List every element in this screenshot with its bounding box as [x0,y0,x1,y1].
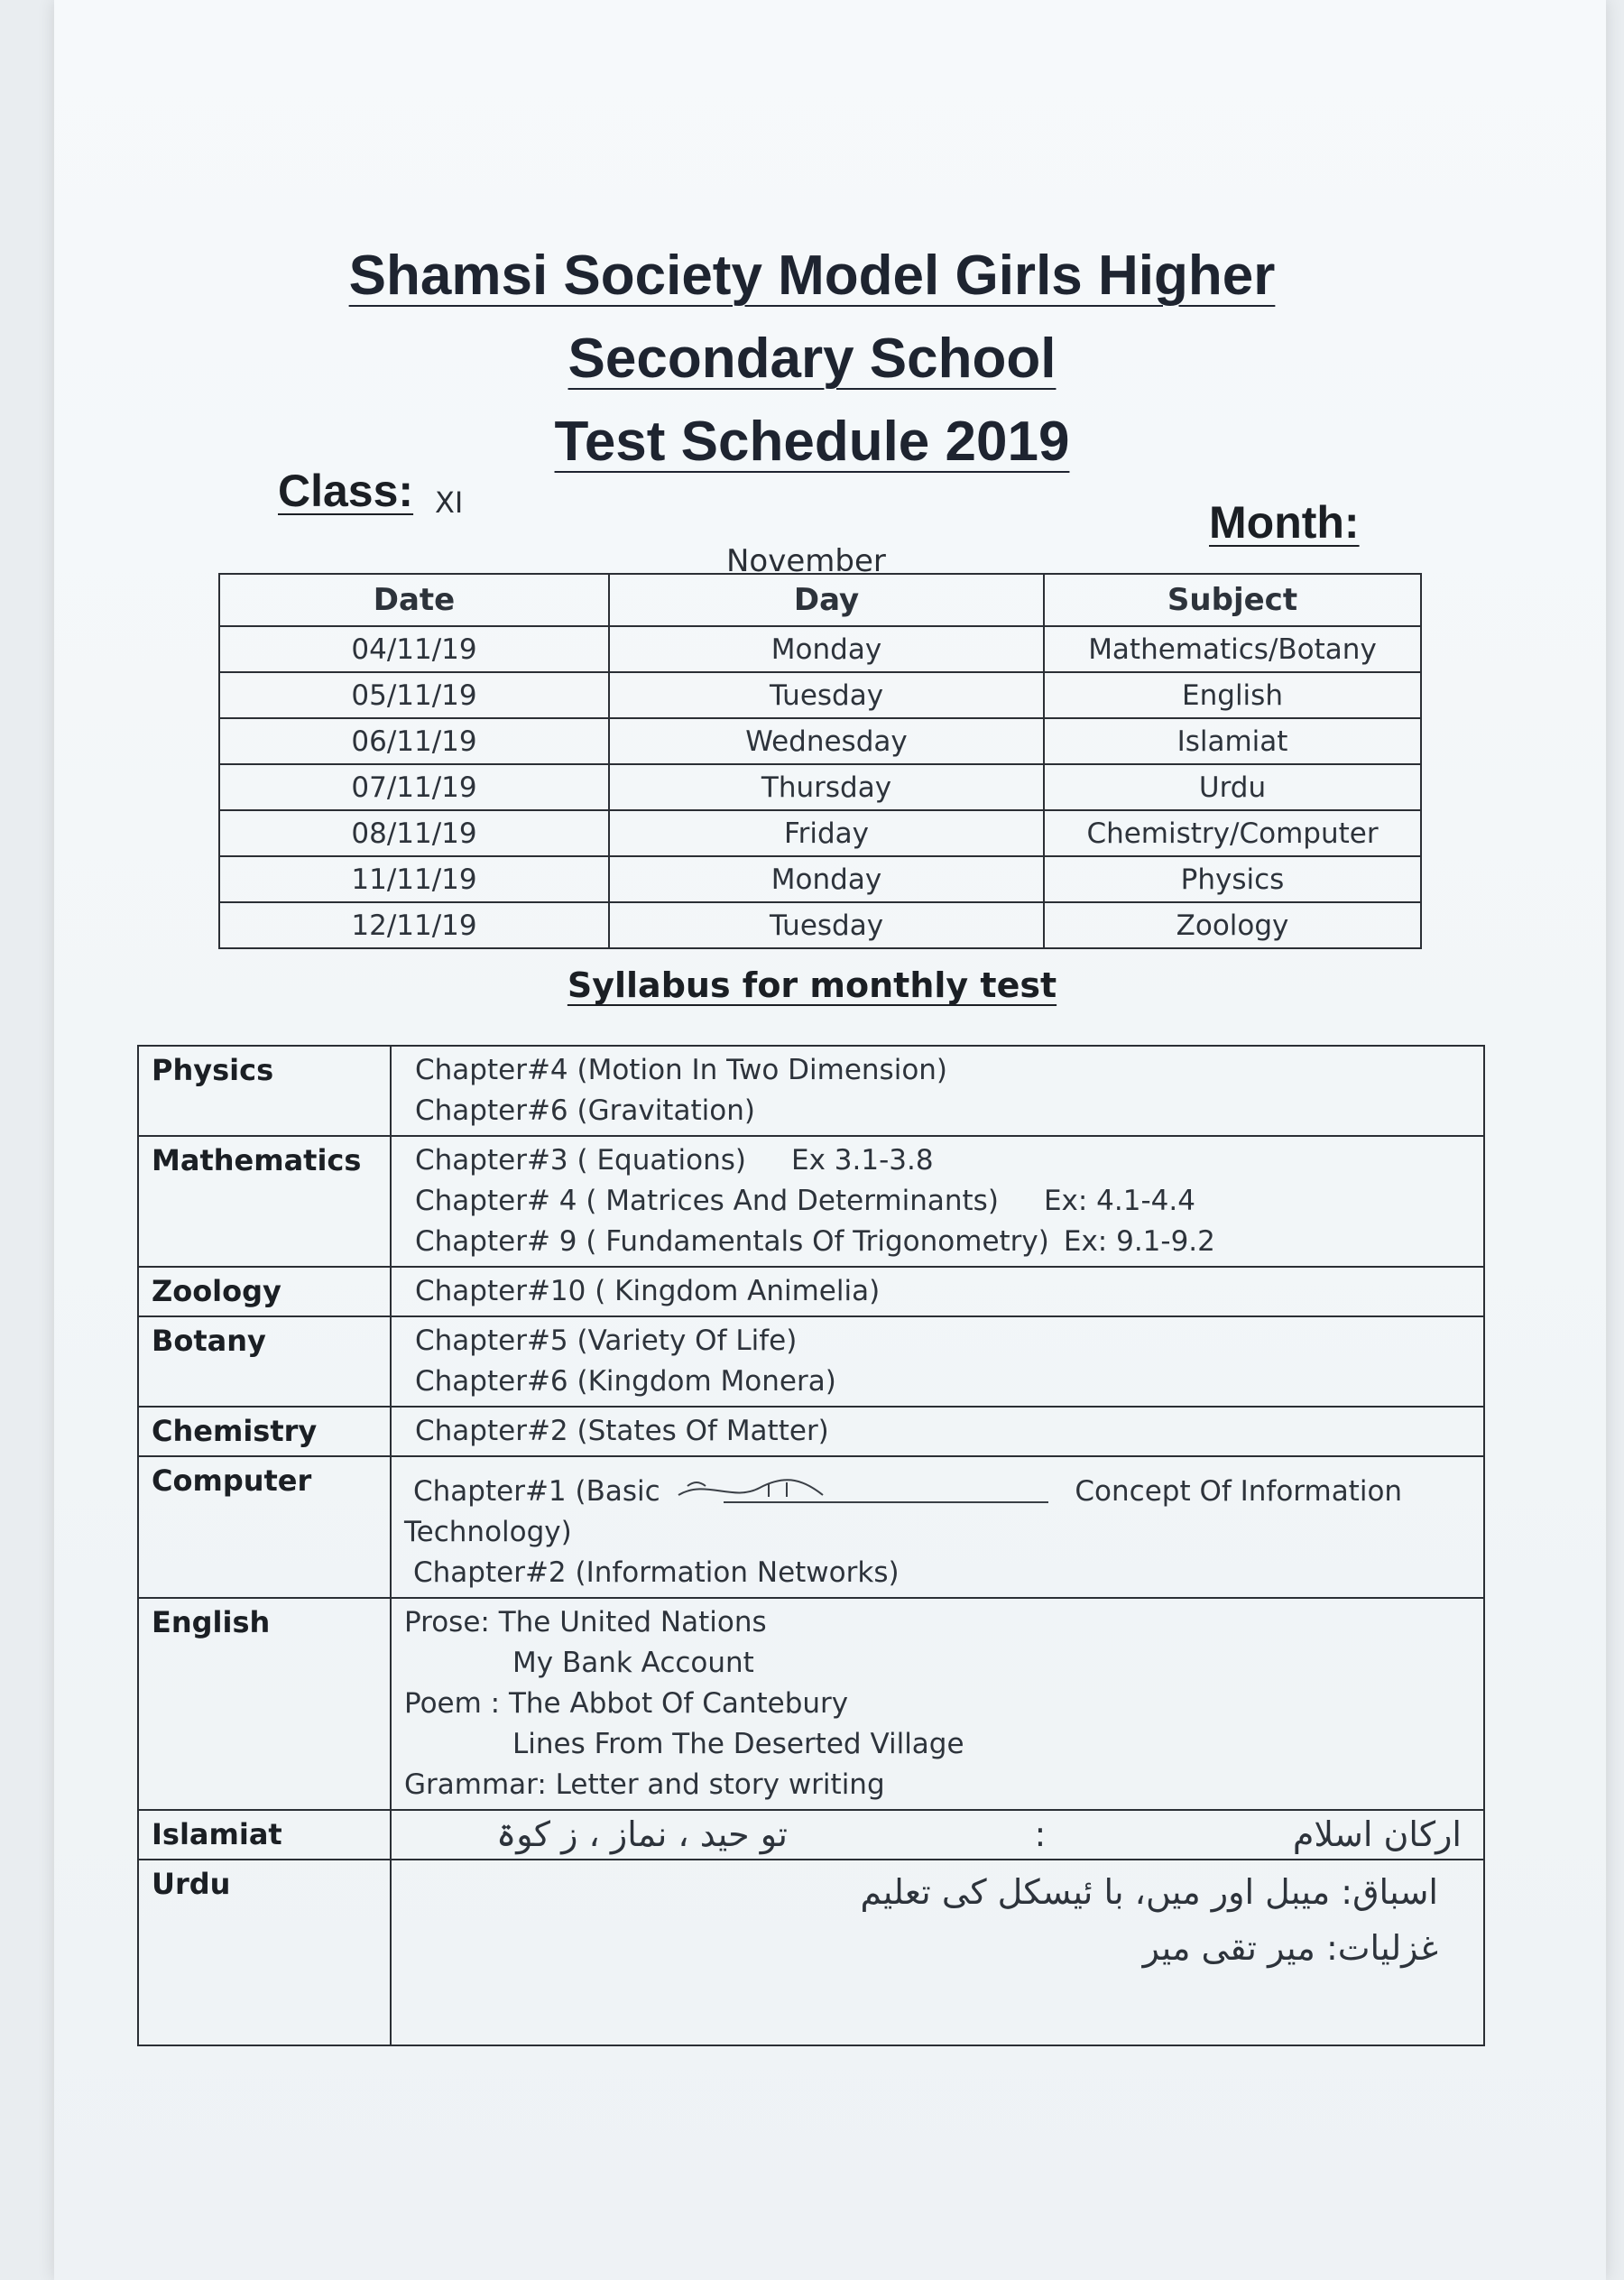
chapter-text: Chapter#1 (Basic [413,1475,660,1508]
subject-cell: Mathematics/Botany [1044,626,1421,672]
chapter-line: Chapter#5 (Variety Of Life) [415,1325,798,1357]
table-row [219,856,1421,902]
subject-label: Mathematics [138,1136,391,1267]
islamiat-topic: ارکان اسلام [1292,1814,1462,1854]
schedule-title: Test Schedule 2019 [554,411,1070,473]
grammar-line: Grammar: Letter and story writing [404,1768,885,1801]
day-cell: Tuesday [609,902,1044,948]
subject-cell: Urdu [1044,764,1421,810]
subject-header: Subject [1044,574,1421,626]
syllabus-details [391,1136,1484,1267]
syllabus-details [391,1267,1484,1316]
exercise-range: Ex: 4.1-4.4 [1043,1185,1195,1217]
syllabus-row-islamiat [138,1810,1484,1860]
chapter-text: Chapter# 9 ( Fundamentals Of Trigonometry) [415,1225,1049,1258]
date-header: Date [219,574,609,626]
month-label: Month: [1209,497,1360,548]
day-cell: Monday [609,856,1044,902]
chapter-line: Chapter#10 ( Kingdom Animelia) [415,1275,881,1307]
date-cell: 11/11/19 [219,856,609,902]
subject-label: Computer [138,1456,391,1598]
prose-line: Prose: The United Nations [404,1606,767,1638]
urdu-lessons-line: اسباق: میبل اور میں، با ئیسکل کی تعلیم [860,1872,1438,1912]
syllabus-row-english [138,1598,1484,1810]
date-cell: 04/11/19 [219,626,609,672]
chapter-line: Chapter#2 (Information Networks) [413,1556,900,1589]
day-header: Day [609,574,1044,626]
class-label: Class: [278,466,414,516]
chapter-line [404,1472,1471,1512]
subject-label: Urdu [138,1860,391,2045]
schedule-table [218,573,1422,949]
day-cell: Thursday [609,764,1044,810]
syllabus-table [137,1045,1485,2046]
exercise-range: Ex: 9.1-9.2 [1063,1225,1215,1258]
date-cell: 08/11/19 [219,810,609,856]
subject-label: Botany [138,1316,391,1407]
subject-cell: Physics [1044,856,1421,902]
day-cell: Monday [609,626,1044,672]
school-name-line2: Secondary School [567,328,1057,390]
subject-cell: Chemistry/Computer [1044,810,1421,856]
syllabus-row-physics [138,1046,1484,1136]
syllabus-row-botany [138,1316,1484,1407]
chapter-line: Chapter#6 (Gravitation) [415,1094,755,1127]
subject-label: Islamiat [138,1810,391,1860]
chapter-text: Chapter#3 ( Equations) [415,1144,746,1177]
date-cell: 05/11/19 [219,672,609,718]
syllabus-details [391,1598,1484,1810]
date-cell: 06/11/19 [219,718,609,764]
prose-line: My Bank Account [512,1647,754,1679]
chapter-line: Chapter#2 (States Of Matter) [415,1415,829,1447]
syllabus-row-chemistry [138,1407,1484,1456]
chapter-text: Chapter# 4 ( Matrices And Determinants) [415,1185,999,1217]
school-name-line1: Shamsi Society Model Girls Higher [348,245,1276,307]
table-row [219,810,1421,856]
chapter-line: Chapter#4 (Motion In Two Dimension) [415,1054,948,1086]
subject-label: Zoology [138,1267,391,1316]
subject-label: Physics [138,1046,391,1136]
subject-label: Chemistry [138,1407,391,1456]
chapter-line: Chapter#6 (Kingdom Monera) [415,1365,836,1398]
syllabus-details [391,1316,1484,1407]
subject-label: English [138,1598,391,1810]
syllabus-row-mathematics [138,1136,1484,1267]
syllabus-row-urdu [138,1860,1484,2045]
syllabus-row-zoology [138,1267,1484,1316]
day-cell: Tuesday [609,672,1044,718]
syllabus-details [391,1456,1484,1598]
schedule-header-row [219,574,1421,626]
islamiat-colon: : [1034,1814,1047,1854]
table-row [219,764,1421,810]
chapter-line [415,1222,1471,1262]
table-row [219,672,1421,718]
poem-line: Lines From The Deserted Village [512,1728,964,1760]
poem-line: Poem : The Abbot Of Cantebury [404,1687,849,1720]
table-row [219,626,1421,672]
islamiat-items: تو حید ، نماز ، ز کوۃ [496,1814,788,1854]
chapter-line: Technology) [404,1516,572,1548]
day-cell: Friday [609,810,1044,856]
table-row [219,718,1421,764]
class-value: XI [435,485,464,520]
syllabus-details [391,1860,1484,2045]
basmala-calligraphy-icon [669,1475,1066,1511]
subject-cell: English [1044,672,1421,718]
table-row [219,902,1421,948]
chapter-text: Concept Of Information [1075,1475,1403,1508]
islamiat-line [415,1814,1471,1855]
subject-cell: Islamiat [1044,718,1421,764]
syllabus-row-computer [138,1456,1484,1598]
syllabus-details [391,1810,1484,1860]
date-cell: 12/11/19 [219,902,609,948]
month-value: November [726,543,886,579]
syllabus-details [391,1407,1484,1456]
date-cell: 07/11/19 [219,764,609,810]
chapter-line [415,1181,1471,1222]
syllabus-title: Syllabus for monthly test [567,965,1057,1005]
subject-cell: Zoology [1044,902,1421,948]
urdu-ghazal-line: غزلیات: میر تقی میر [1142,1928,1438,1968]
day-cell: Wednesday [609,718,1044,764]
syllabus-details [391,1046,1484,1136]
document-heading [244,235,1380,484]
exercise-range: Ex 3.1-3.8 [790,1144,934,1177]
chapter-line [415,1140,1471,1181]
